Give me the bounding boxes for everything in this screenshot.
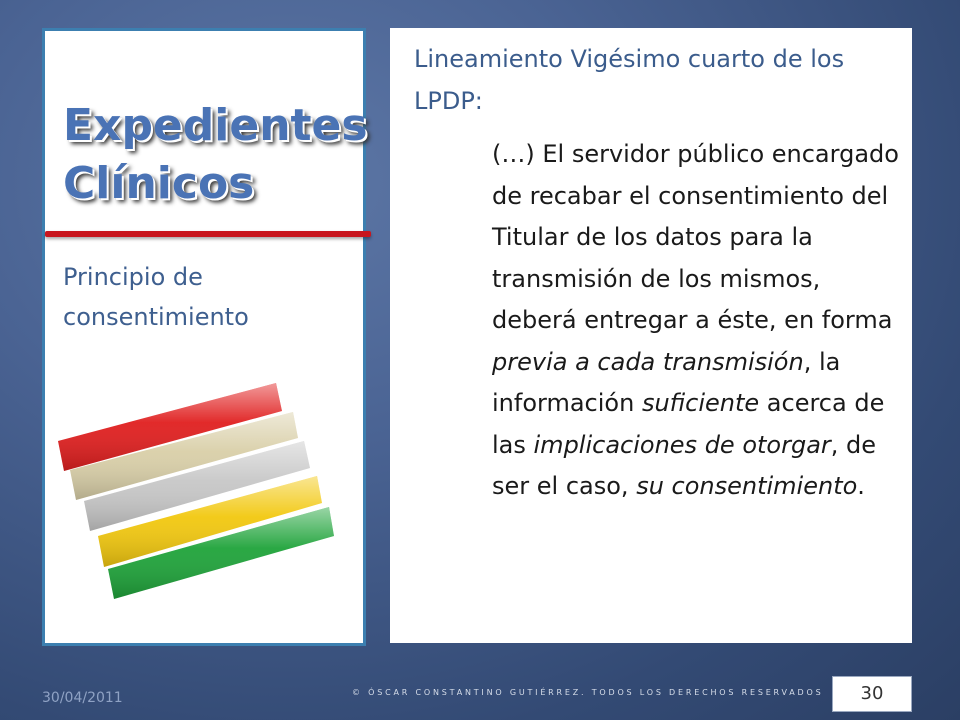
- guideline-quote: [492, 134, 902, 508]
- color-stripes-graphic: [45, 31, 369, 649]
- title-line-1: Expedientes: [63, 100, 368, 151]
- footer-copyright: © ÓSCAR CONSTANTINO GUTIÉRREZ. TODOS LOS DERECHOS RESERVADOS: [352, 688, 824, 697]
- quote-text-4: , de ser el caso,: [492, 430, 877, 500]
- footer-date: 30/04/2011: [42, 690, 123, 706]
- quote-text-1: (…) El servidor público encargado de recabar el consentimiento del Titular de los datos para la transmisión de los mismos, deberá entregar a éste, en forma: [492, 140, 899, 334]
- guideline-heading: Lineamiento Vigésimo cuarto de los LPDP:: [414, 45, 845, 115]
- quote-emphasis-1: previa a cada transmisión: [492, 347, 804, 376]
- quote-text-3: acerca de las: [492, 389, 885, 459]
- quote-emphasis-3: implicaciones de otorgar: [533, 430, 831, 459]
- slide-subtitle: Principio de consentimiento: [63, 263, 249, 331]
- quote-text-2: , la información: [492, 347, 841, 417]
- quote-emphasis-4: su consentimiento: [636, 472, 858, 500]
- title-line-2: Clínicos: [63, 158, 255, 209]
- page-number: 30: [832, 676, 912, 712]
- quote-text-5: .: [857, 472, 865, 500]
- left-panel: [42, 28, 366, 646]
- content-panel: [390, 28, 912, 643]
- quote-emphasis-2: suficiente: [641, 389, 760, 417]
